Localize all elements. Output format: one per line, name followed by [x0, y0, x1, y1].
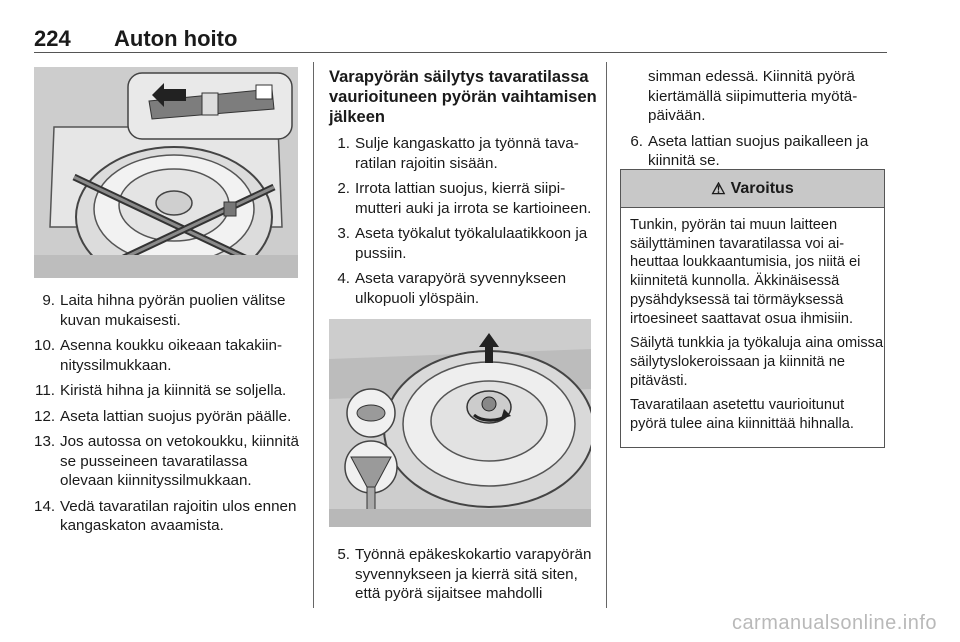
- section-step-5: [329, 545, 597, 610]
- page-number: 224: [34, 26, 71, 51]
- step-item: 10. Asenna koukku oikeaan takakiinnityssilmukkaan.: [34, 337, 283, 374]
- step-item: 9. Laita hihna pyörän puolien välitse kuvan mukaisesti.: [42, 292, 286, 329]
- warning-paragraph: Säilytä tunkkia ja työkaluja aina omissa säilytyslokeroissaan ja kiinnitä ne pitävästi.: [630, 335, 884, 389]
- warning-box: [620, 169, 885, 448]
- watermark: carmanualsonline.info: [731, 612, 937, 634]
- step-item: 14. Vedä tavaratilan rajoitin ulos ennen kangaskaton avaamista.: [34, 497, 297, 534]
- warning-icon: ⚠: [711, 180, 726, 198]
- step-item: 5. Työnnä epäkeskokartio varapyörän syvennykseen ja kierrä sitä siten, että pyörä sijaitsee mahdolli: [337, 546, 592, 602]
- step-item: 2. Irrota lattian suojus, kierrä siipimutteri auki ja irrota se kartioineen.: [337, 180, 592, 217]
- section-step-list: [329, 134, 597, 314]
- warning-paragraph: Tavaratilaan asetettu vaurioitunut pyörä tulee aina kiinnittää hihnalla.: [630, 397, 854, 433]
- step-item: 1. Sulje kangaskatto ja työnnä tavaratilan rajoitin sisään.: [337, 135, 579, 172]
- warning-body: [621, 208, 884, 434]
- warning-title: Varoitus: [730, 179, 794, 197]
- warning-paragraph: Tunkin, pyörän tai muun laitteen säilyttäminen tavaratilassa voi aiheuttaa loukkaantumisia, jos niitä ei kiinnitetä kunnolla. Äkkinäisessä pysähdyksessä tai törmäyksessä irtoesineet saattavat osua ihmisiin.: [630, 217, 861, 327]
- step-item: 13. Jos autossa on vetokoukku, kiinnitä se pusseineen tavaratilassa olevaan kiinnityssilmukkaan.: [34, 433, 299, 489]
- step-item: 6. Aseta lattian suojus paikalleen ja kiinnitä se.: [630, 132, 869, 169]
- step-item: 4. Aseta varapyörä syvennykseen ulkopuoli ylöspäin.: [337, 270, 567, 307]
- step-item: 11. Kiristä hihna ja kiinnitä se soljella.: [35, 382, 287, 399]
- step-item: 3. Aseta työkalut työkalulaatikkoon ja pussiin.: [337, 225, 588, 262]
- step-item: 12. Aseta lattian suojus pyörän päälle.: [34, 407, 292, 425]
- warning-header: [621, 170, 884, 208]
- right-step-list: [622, 67, 885, 177]
- left-step-list: [34, 291, 300, 542]
- page-header: [34, 26, 887, 53]
- section-title: Varapyörän säilytys tavaratilassa vaurioituneen pyörän vaihtamisen jälkeen: [329, 68, 597, 126]
- column-divider: [606, 62, 607, 608]
- chapter-title: Auton hoito: [114, 26, 238, 51]
- column-divider: [313, 62, 314, 608]
- strap-wheel-illustration: [34, 67, 298, 278]
- spare-wheel-cone-illustration: [329, 319, 591, 527]
- step-item-continuation: simman edessä. Kiinnitä pyörä kiertämällä siipimutteria myötäpäivään.: [648, 68, 858, 124]
